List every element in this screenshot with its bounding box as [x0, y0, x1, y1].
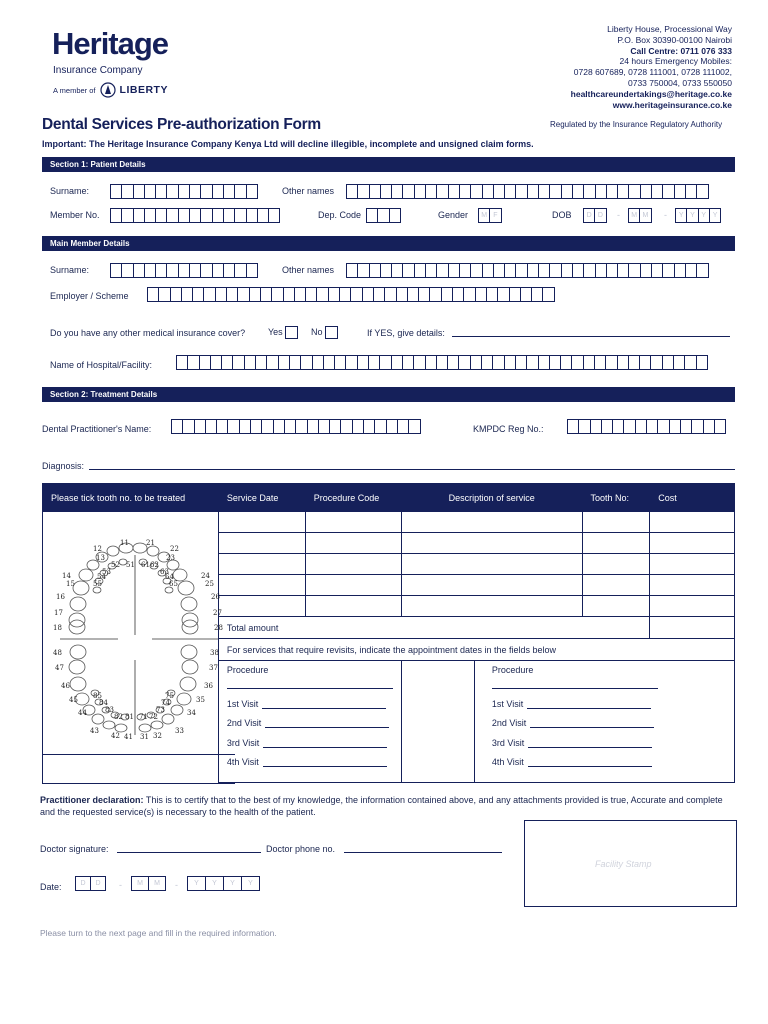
tooth-tick-header: Please tick tooth no. to be treated	[43, 484, 219, 512]
tooth-label[interactable]: 62	[150, 561, 159, 569]
dob-separator-1: -	[617, 210, 620, 220]
doctor-signature-label: Doctor signature:	[40, 844, 109, 854]
tooth-label[interactable]: 84	[99, 699, 108, 707]
date-year-4[interactable]: Y	[241, 876, 260, 891]
dob-label: DOB	[552, 210, 572, 220]
dob-day-2[interactable]: D	[594, 208, 606, 223]
cost-header: Cost	[650, 484, 735, 512]
tooth-label[interactable]: 53	[102, 568, 111, 576]
tooth-label[interactable]: 73	[156, 706, 165, 714]
dob-month-2[interactable]: M	[639, 208, 651, 223]
other-cover-question: Do you have any other medical insurance cover?	[50, 328, 246, 338]
main-other-names-label: Other names	[282, 265, 335, 275]
dob-year-1[interactable]: Y	[675, 208, 687, 223]
procedure-code-cell[interactable]	[305, 554, 401, 575]
tooth-label[interactable]: 43	[90, 727, 99, 735]
tooth-label[interactable]: 65	[169, 580, 178, 588]
tooth-label[interactable]: 51	[126, 561, 135, 569]
diagnosis-input[interactable]	[89, 469, 735, 470]
gender-label: Gender	[438, 210, 469, 220]
footer-note: Please turn to the next page and fill in the required information.	[40, 928, 277, 938]
brand-subtitle: Insurance Company	[53, 65, 143, 76]
tooth-label[interactable]: 64	[165, 573, 174, 581]
date-year-3[interactable]: Y	[223, 876, 242, 891]
facility-stamp-label: Facility Stamp	[595, 859, 652, 869]
date-month-2[interactable]: M	[148, 876, 166, 891]
tooth-label[interactable]: 13	[96, 554, 105, 562]
total-amount-cell[interactable]	[650, 617, 735, 639]
form-title: Dental Services Pre-authorization Form	[42, 116, 321, 133]
visit-row-left-4[interactable]	[227, 748, 393, 768]
tooth-label[interactable]: 18	[53, 624, 62, 632]
visit-label: 3rd Visit	[491, 737, 525, 748]
yes-checkbox[interactable]	[285, 326, 298, 339]
visit-label: 2nd Visit	[491, 718, 527, 728]
procedure-code-header: Procedure Code	[305, 484, 401, 512]
visit-row-right-1[interactable]	[492, 689, 726, 709]
practitioner-name-input[interactable]	[171, 419, 420, 434]
dob-separator-2: -	[664, 210, 667, 220]
visit-row-left-3[interactable]	[227, 728, 393, 748]
email-link[interactable]: healthcareundertakings@heritage.co.ke	[570, 88, 732, 99]
description-cell[interactable]	[401, 512, 582, 533]
visit-label: 1st Visit	[491, 698, 524, 709]
liberty-membership	[53, 82, 168, 98]
hospital-input[interactable]	[176, 355, 707, 370]
doctor-phone-input[interactable]	[344, 852, 502, 853]
dob-month-input[interactable]	[628, 208, 651, 223]
tooth-label[interactable]: 85	[93, 692, 102, 700]
main-surname-input[interactable]	[110, 263, 257, 278]
dob-year-3[interactable]: Y	[698, 208, 710, 223]
hospital-label: Name of Hospital/Facility:	[50, 360, 153, 370]
company-address	[571, 24, 732, 110]
emergency-mobiles-1: 0728 607689, 0728 111001, 0728 111002,	[573, 67, 732, 78]
address-line-1: Liberty House, Processional Way	[607, 24, 732, 34]
other-cover-yes	[268, 326, 298, 339]
tooth-label[interactable]: 16	[56, 593, 65, 601]
section-2-header: Section 2: Treatment Details	[42, 387, 735, 402]
address-line-2: P.O. Box 30390-00100 Nairobi	[617, 34, 732, 45]
tooth-column-bottom	[42, 783, 235, 784]
tooth-label[interactable]: 11	[120, 539, 129, 547]
date-year-1[interactable]: Y	[187, 876, 206, 891]
practitioner-name-label: Dental Practitioner's Name:	[42, 424, 152, 434]
revisits-note: For services that require revisits, indicate the appointment dates in the fields below	[218, 639, 734, 661]
yes-label: Yes	[268, 326, 283, 337]
member-of-text: A member of	[53, 85, 96, 95]
tooth-label[interactable]: 33	[175, 727, 184, 735]
visit-label: 3rd Visit	[226, 737, 260, 748]
tooth-label[interactable]: 75	[165, 692, 174, 700]
visit-row-right-4[interactable]	[492, 748, 726, 768]
dob-day-input[interactable]	[583, 208, 606, 223]
total-amount-label: Total amount	[218, 617, 649, 639]
tooth-label[interactable]: 55	[93, 580, 102, 588]
revisit-right	[401, 661, 734, 783]
patient-surname-input[interactable]	[110, 184, 257, 199]
tooth-no-cell[interactable]	[582, 575, 650, 596]
important-note: Important: The Heritage Insurance Company Kenya Ltd will decline illegible, incomplete and unsigned claim forms.	[42, 139, 534, 149]
tooth-label[interactable]: 52	[111, 561, 120, 569]
procedure-code-cell[interactable]	[305, 575, 401, 596]
tooth-label[interactable]: 71	[139, 713, 148, 721]
cost-cell[interactable]	[650, 554, 735, 575]
main-other-names-input[interactable]	[346, 263, 708, 278]
tooth-label[interactable]: 34	[187, 709, 196, 717]
tooth-label[interactable]: 17	[54, 609, 63, 617]
tooth-no-cell[interactable]	[582, 512, 650, 533]
date-year-2[interactable]: Y	[205, 876, 224, 891]
description-cell[interactable]	[401, 533, 582, 554]
tooth-chart-icon	[48, 535, 234, 745]
emergency-label: 24 hours Emergency Mobiles:	[619, 56, 732, 67]
service-date-cell[interactable]	[218, 512, 305, 533]
tooth-label[interactable]: 74	[161, 699, 170, 707]
dob-year-2[interactable]: Y	[686, 208, 698, 223]
website-link[interactable]: www.heritageinsurance.co.ke	[612, 99, 732, 110]
emergency-mobiles-2: 0733 750004, 0733 550050	[628, 77, 732, 88]
no-label: No	[311, 326, 323, 337]
visit-row-left-2[interactable]	[227, 709, 393, 729]
cost-cell[interactable]	[650, 512, 735, 533]
dob-year-4[interactable]: Y	[709, 208, 721, 223]
date-separator-2: -	[175, 880, 178, 890]
diagnosis-label: Diagnosis:	[42, 461, 85, 471]
cost-cell[interactable]	[650, 575, 735, 596]
patient-other-names-label: Other names	[282, 186, 335, 196]
tooth-label[interactable]: 24	[201, 572, 210, 580]
procedure-label-right: Procedure	[491, 665, 534, 675]
date-day-2[interactable]: D	[90, 876, 106, 891]
cost-cell[interactable]	[650, 533, 735, 554]
tooth-label[interactable]: 44	[78, 709, 87, 717]
revisit-left	[218, 661, 401, 783]
other-cover-no	[311, 326, 338, 339]
tooth-chart-bottom-rule	[42, 754, 235, 755]
tooth-label[interactable]: 42	[111, 732, 120, 740]
call-centre: Call Centre: 0711 076 333	[630, 45, 732, 56]
visit-label: 4th Visit	[491, 757, 524, 767]
cost-cell[interactable]	[650, 596, 735, 617]
tooth-label[interactable]: 23	[166, 554, 175, 562]
tooth-label[interactable]: 45	[69, 696, 78, 704]
procedure-label-left: Procedure	[226, 665, 269, 675]
if-yes-label: If YES, give details:	[367, 328, 445, 338]
date-day-input[interactable]	[75, 876, 105, 891]
tooth-label[interactable]: 61	[141, 561, 150, 569]
tooth-label[interactable]: 25	[205, 580, 214, 588]
tooth-label[interactable]: 36	[204, 682, 213, 690]
brand-logo: Heritage	[52, 26, 169, 61]
description-cell[interactable]	[401, 575, 582, 596]
tooth-label[interactable]: 32	[153, 732, 162, 740]
gender-male-box[interactable]: M	[478, 208, 490, 223]
regulated-note: Regulated by the Insurance Regulatory Authority	[550, 120, 723, 129]
dep-code-label: Dep. Code	[318, 210, 362, 220]
service-date-header: Service Date	[218, 484, 305, 512]
date-label: Date:	[40, 882, 62, 892]
visit-row-right-3[interactable]	[492, 728, 726, 748]
if-yes-details-input[interactable]	[452, 336, 730, 337]
employer-label: Employer / Scheme	[50, 291, 129, 301]
tooth-label[interactable]: 41	[124, 733, 133, 741]
declaration-text: This is to certify that to the best of my knowledge, the information contained above, and any attachments provided is true, Accurate and complete and the requested service(s) is necessary to the health of the patient.	[40, 795, 723, 817]
procedure-input-left[interactable]	[227, 675, 393, 689]
tooth-label[interactable]: 46	[61, 682, 70, 690]
no-checkbox[interactable]	[325, 326, 338, 339]
dob-month-1[interactable]: M	[628, 208, 640, 223]
doctor-signature-input[interactable]	[117, 852, 261, 853]
revisit-divider	[474, 661, 475, 783]
patient-other-names-input[interactable]	[346, 184, 708, 199]
gender-female-box[interactable]: F	[489, 208, 501, 223]
description-header: Description of service	[401, 484, 582, 512]
liberty-logo-icon	[100, 82, 116, 98]
visit-row-right-2[interactable]	[492, 709, 726, 729]
tooth-label[interactable]: 63	[160, 568, 169, 576]
visit-label: 4th Visit	[226, 757, 259, 767]
kmpdc-label: KMPDC Reg No.:	[473, 424, 544, 434]
tooth-label[interactable]: 37	[209, 664, 218, 672]
declaration-label: Practitioner declaration:	[40, 795, 144, 805]
tooth-no-cell[interactable]	[582, 596, 650, 617]
date-year-input[interactable]	[187, 876, 259, 891]
kmpdc-input[interactable]	[567, 419, 725, 434]
tooth-label[interactable]: 15	[66, 580, 75, 588]
procedure-input-right[interactable]	[492, 675, 658, 689]
date-month-input[interactable]	[131, 876, 165, 891]
tooth-label[interactable]: 35	[196, 696, 205, 704]
description-cell[interactable]	[401, 554, 582, 575]
doctor-phone-label: Doctor phone no.	[266, 844, 336, 854]
tooth-label[interactable]: 81	[125, 713, 134, 721]
tooth-label[interactable]: 48	[53, 649, 62, 657]
date-separator-1: -	[119, 880, 122, 890]
tooth-label[interactable]: 27	[213, 609, 222, 617]
tooth-label[interactable]: 47	[55, 664, 64, 672]
dob-day-1[interactable]: D	[583, 208, 595, 223]
practitioner-declaration	[40, 795, 740, 818]
liberty-wordmark: LIBERTY	[119, 84, 168, 96]
gender-input[interactable]	[478, 208, 501, 223]
tooth-label[interactable]: 31	[140, 733, 149, 741]
tooth-label[interactable]: 82	[114, 713, 123, 721]
tooth-label[interactable]: 28	[214, 624, 223, 632]
date-day-1[interactable]: D	[75, 876, 91, 891]
procedure-code-cell[interactable]	[305, 533, 401, 554]
tooth-label[interactable]: 38	[210, 649, 219, 657]
dep-code-input[interactable]	[366, 208, 400, 223]
procedure-code-cell[interactable]	[305, 596, 401, 617]
tooth-no-cell[interactable]	[582, 533, 650, 554]
employer-input[interactable]	[147, 287, 554, 302]
main-member-header: Main Member Details	[42, 236, 735, 251]
main-surname-label: Surname:	[50, 265, 90, 275]
date-month-1[interactable]: M	[131, 876, 149, 891]
tooth-no-cell[interactable]	[582, 554, 650, 575]
dob-year-input[interactable]	[675, 208, 720, 223]
tooth-label[interactable]: 22	[170, 545, 179, 553]
procedure-code-cell[interactable]	[305, 512, 401, 533]
tooth-label[interactable]: 12	[93, 545, 102, 553]
tooth-label[interactable]: 26	[211, 593, 220, 601]
tooth-label[interactable]: 54	[97, 573, 106, 581]
tooth-label[interactable]: 83	[105, 706, 114, 714]
patient-surname-label: Surname:	[50, 186, 90, 196]
member-no-input[interactable]	[110, 208, 279, 223]
tooth-no-header: Tooth No:	[582, 484, 650, 512]
visit-label: 2nd Visit	[226, 718, 262, 728]
tooth-label[interactable]: 14	[62, 572, 71, 580]
description-cell[interactable]	[401, 596, 582, 617]
member-no-label: Member No.	[50, 210, 100, 220]
facility-stamp-box[interactable]	[524, 820, 737, 907]
visit-row-left-1[interactable]	[227, 689, 393, 709]
tooth-label[interactable]: 72	[149, 713, 158, 721]
tooth-label[interactable]: 21	[146, 539, 155, 547]
visit-label: 1st Visit	[226, 698, 259, 709]
section-1-header: Section 1: Patient Details	[42, 157, 735, 172]
